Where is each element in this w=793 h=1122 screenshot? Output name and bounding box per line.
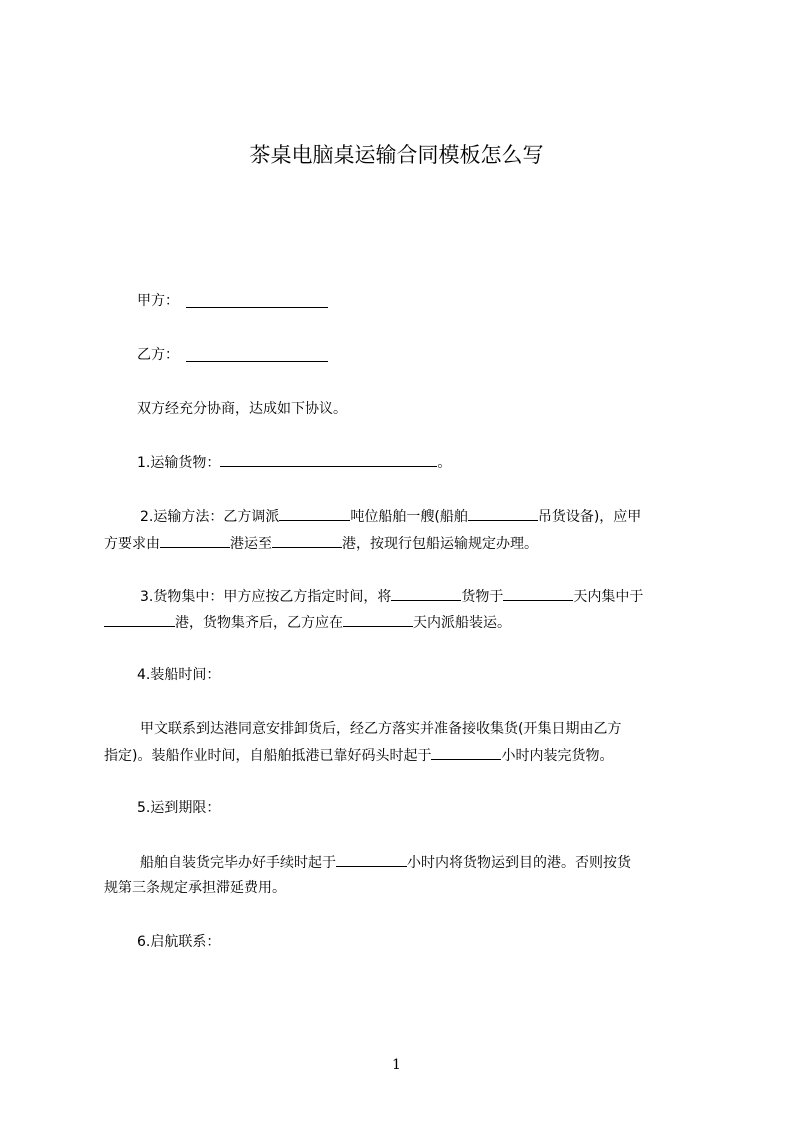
clause-4-text-2b: 小时内装完货物。 bbox=[501, 748, 614, 764]
clause-2-text-1: 2.运输方法：乙方调派 bbox=[140, 509, 280, 525]
party-b-label: 乙方： bbox=[137, 347, 179, 363]
clause-2-text-5: 港运至 bbox=[230, 536, 272, 552]
clause-2-blank-ship bbox=[468, 506, 538, 521]
clause-3-blank-goods bbox=[391, 586, 461, 601]
clause-3-line-1 bbox=[140, 586, 643, 607]
clause-3-text-4: 港，货物集齐后，乙方应在 bbox=[175, 615, 343, 631]
clause-3-blank-days bbox=[503, 586, 573, 601]
clause-5-line-2: 规第三条规定承担滞延费用。 bbox=[104, 880, 286, 896]
clause-1-suffix: 。 bbox=[437, 455, 452, 471]
clause-2-text-3: 吊货设备)，应甲 bbox=[537, 509, 642, 525]
clause-4-blank-hours bbox=[431, 745, 501, 760]
clause-5-text-1a: 船舶自装货完毕办好手续时起于 bbox=[140, 855, 336, 871]
clause-1-blank bbox=[220, 452, 437, 467]
clause-3-text-3: 天内集中于 bbox=[573, 589, 644, 605]
clause-4-heading: 4.装船时间： bbox=[137, 667, 221, 683]
clause-3-line-2 bbox=[104, 612, 511, 633]
clause-2-text-2: 吨位船舶一艘(船舶 bbox=[350, 509, 468, 525]
clause-3-text-5: 天内派船装运。 bbox=[413, 615, 511, 631]
clause-2-line-1 bbox=[140, 506, 641, 527]
clause-5-line-1 bbox=[140, 852, 631, 873]
clause-5-heading: 5.运到期限： bbox=[137, 800, 221, 816]
party-a-label: 甲方： bbox=[137, 293, 179, 309]
clause-4-line-1: 甲文联系到达港同意安排卸货后，经乙方落实并准备接收集货(开集日期由乙方 bbox=[140, 721, 622, 737]
clause-2-text-6: 港，按现行包船运输规定办理。 bbox=[342, 536, 538, 552]
party-b-blank bbox=[186, 360, 328, 362]
document-title: 茶桌电脑桌运输合同模板怎么写 bbox=[249, 143, 544, 167]
clause-3-text-1: 3.货物集中：甲方应按乙方指定时间，将 bbox=[140, 589, 392, 605]
clause-1-prefix: 1.运输货物： bbox=[137, 455, 221, 471]
clause-3-blank-ship-days bbox=[343, 612, 413, 627]
intro-paragraph: 双方经充分协商，达成如下协议。 bbox=[137, 401, 347, 417]
clause-6-heading: 6.启航联系： bbox=[137, 934, 221, 950]
clause-4-text-2a: 指定)。装船作业时间，自船舶抵港已靠好码头时起于 bbox=[104, 748, 432, 764]
clause-1 bbox=[137, 452, 451, 473]
clause-5-blank-hours bbox=[336, 852, 407, 867]
clause-2-blank-origin bbox=[160, 533, 230, 548]
clause-5-text-1b: 小时内将货物运到目的港。否则按货 bbox=[407, 855, 631, 871]
clause-2-blank-tonnage bbox=[279, 506, 350, 521]
clause-2-line-2 bbox=[104, 533, 538, 554]
clause-2-blank-destination bbox=[272, 533, 342, 548]
clause-4-line-2 bbox=[104, 745, 613, 766]
page-number: 1 bbox=[392, 1057, 401, 1073]
clause-3-blank-port bbox=[104, 612, 175, 627]
clause-2-text-4: 方要求由 bbox=[104, 536, 160, 552]
party-a-blank bbox=[186, 306, 328, 308]
clause-3-text-2: 货物于 bbox=[461, 589, 504, 605]
